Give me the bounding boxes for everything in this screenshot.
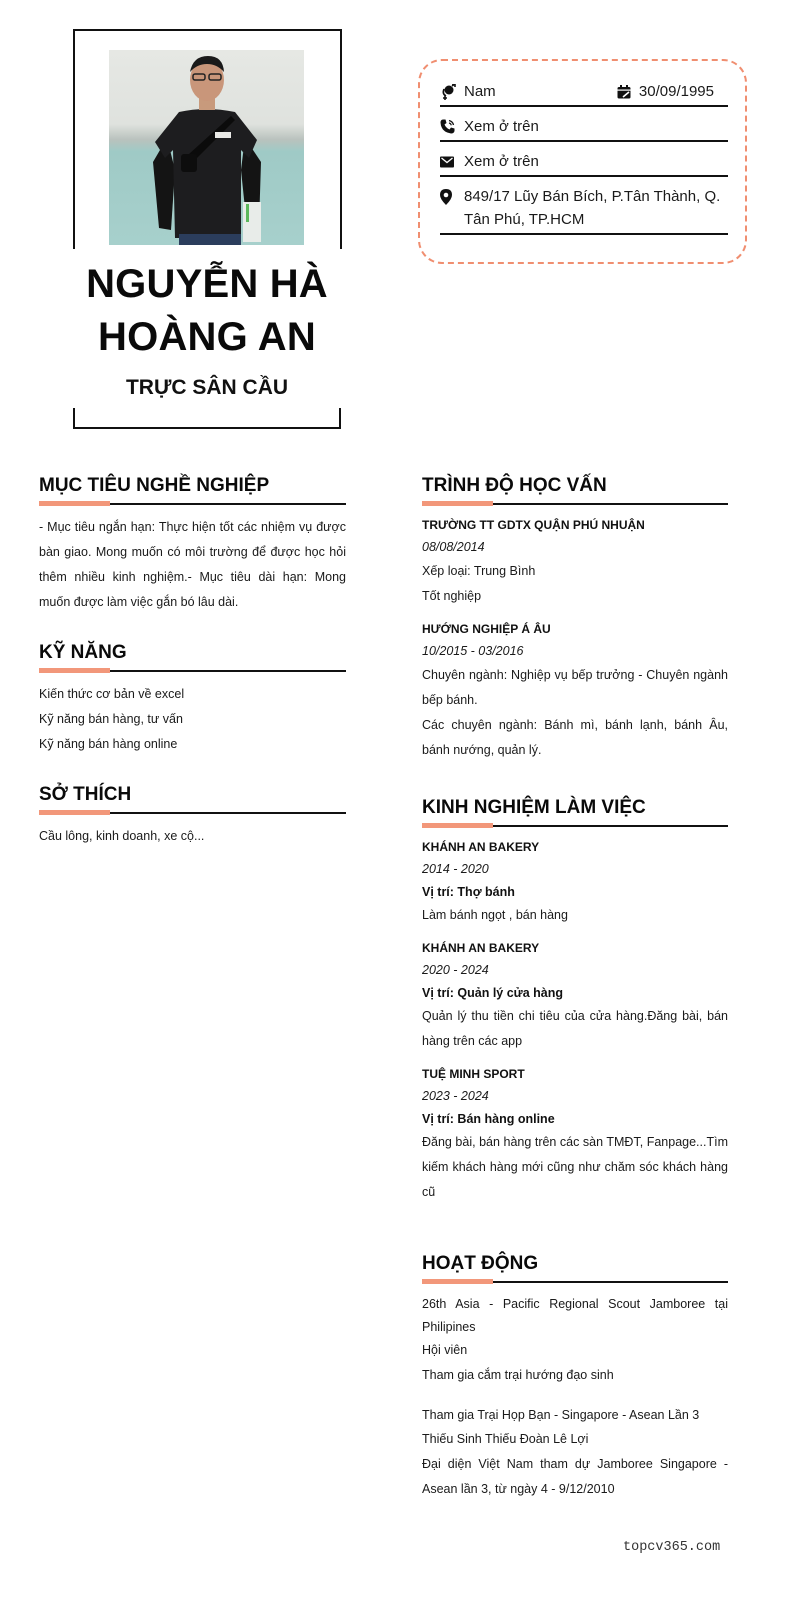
experience-role: Vị trí: Quản lý cửa hàng: [422, 986, 564, 1000]
experience-date: 2023 - 2024: [422, 1089, 489, 1103]
activity-line: Thiếu Sinh Thiếu Đoàn Lê Lợi: [422, 1431, 589, 1446]
experience-description: Làm bánh ngọt , bán hàng: [422, 908, 568, 922]
watermark: topcv365.com: [623, 1540, 721, 1555]
education-date: 08/08/2014: [422, 540, 485, 554]
company-name: KHÁNH AN BAKERY: [422, 941, 540, 955]
section-education: [422, 474, 728, 773]
section-divider: [39, 670, 346, 672]
phone-value: Xem ở trên: [464, 118, 539, 135]
experience-date: 2014 - 2020: [422, 862, 489, 876]
experience-description: Quản lý thu tiền chi tiêu của cửa hàng.Đăng bài, bán hàng trên các app: [422, 1009, 728, 1048]
objective-text: - Mục tiêu ngắn hạn: Thực hiện tốt các nhiệm vụ được bàn giao. Mong muốn có môi trường để được học hỏi thêm nhiều kinh nghiệm.- Mục tiêu dài hạn: Mong muốn được làm việc gắn bó lâu dài.: [39, 520, 346, 609]
person-silhouette-icon: [109, 50, 304, 245]
address-value: 849/17 Lũy Bán Bích, P.Tân Thành, Q. Tân Phú, TP.HCM: [464, 188, 721, 228]
experience-entry: [422, 938, 728, 1054]
section-title-activities: HOẠT ĐỘNG: [422, 1253, 539, 1274]
contact-birthday: [617, 80, 714, 103]
education-detail: Xếp loại: Trung Bình: [422, 564, 536, 578]
education-detail: Tốt nghiệp: [422, 589, 482, 603]
phone-icon: [440, 115, 464, 138]
experience-description: Đăng bài, bán hàng trên các sàn TMĐT, Fanpage...Tìm kiếm khách hàng mới cũng như chăm sóc khách hàng cũ: [422, 1135, 728, 1199]
section-experience: [422, 796, 728, 1215]
experience-role: Vị trí: Bán hàng online: [422, 1112, 555, 1126]
section-title-education: TRÌNH ĐỘ HỌC VẤN: [422, 475, 607, 496]
activity-group: [422, 1293, 728, 1388]
map-pin-icon: [440, 185, 464, 208]
divider-accent: [39, 668, 110, 673]
contact-gender-row: [440, 80, 728, 107]
education-entry: [422, 619, 728, 763]
activity-line: Tham gia Trại Họp Bạn - Singapore - Asean Lần 3: [422, 1408, 700, 1422]
divider-accent: [422, 823, 493, 828]
education-detail: Chuyên ngành: Nghiệp vụ bếp trưởng - Chuyên ngành bếp bánh.: [422, 668, 728, 707]
divider-accent: [39, 501, 110, 506]
experience-date: 2020 - 2024: [422, 963, 489, 977]
skill-item: Kiến thức cơ bản về excel: [39, 687, 185, 701]
section-skills: [39, 641, 346, 757]
contact-phone-row: [440, 115, 728, 142]
activity-line: Đại diện Việt Nam tham dự Jamboree Singapore - Asean lần 3, từ ngày 4 - 9/12/2010: [422, 1456, 728, 1496]
activity-line: 26th Asia - Pacific Regional Scout Jamboree tại Philipines: [422, 1297, 728, 1334]
section-divider: [422, 825, 728, 827]
activity-line: Tham gia cắm trại hướng đạo sinh: [422, 1368, 614, 1382]
experience-entry: [422, 1064, 728, 1205]
hobbies-text: Cầu lông, kinh doanh, xe cộ...: [39, 829, 205, 843]
skill-item: Kỹ năng bán hàng online: [39, 737, 178, 751]
activity-group: [422, 1404, 728, 1502]
gender-value: Nam: [464, 83, 496, 100]
experience-entry: [422, 837, 728, 928]
section-divider: [422, 1281, 728, 1283]
job-title: TRỰC SÂN CẦU: [125, 376, 289, 399]
birthday-value: 30/09/1995: [638, 83, 714, 100]
skill-item: Kỹ năng bán hàng, tư vấn: [39, 712, 183, 726]
divider-accent: [422, 1279, 493, 1284]
divider-accent: [39, 810, 110, 815]
divider-accent: [422, 501, 493, 506]
company-name: TUỆ MINH SPORT: [422, 1067, 525, 1081]
contact-address-row: [440, 185, 728, 235]
activity-spacer: [422, 1388, 728, 1404]
section-title-hobbies: SỞ THÍCH: [39, 784, 132, 805]
school-name: TRƯỜNG TT GDTX QUẬN PHÚ NHUẬN: [422, 518, 645, 532]
gender-icon: [440, 80, 464, 103]
contact-email-row: [440, 150, 728, 177]
section-divider: [422, 503, 728, 505]
activity-line: Hội viên: [422, 1343, 468, 1357]
contact-box: [418, 59, 747, 264]
section-title-experience: KINH NGHIỆM LÀM VIỆC: [422, 797, 646, 818]
profile-photo: [109, 50, 304, 245]
candidate-name: NGUYỄN HÀ HOÀNG AN: [86, 262, 328, 359]
section-title-objective: MỤC TIÊU NGHỀ NGHIỆP: [39, 475, 270, 496]
section-activities: [422, 1252, 728, 1502]
section-title-skills: KỸ NĂNG: [39, 642, 127, 663]
envelope-icon: [440, 150, 464, 173]
section-objective: [39, 474, 346, 615]
calendar-icon: [617, 80, 639, 103]
section-hobbies: [39, 783, 346, 849]
education-detail: Các chuyên ngành: Bánh mì, bánh lạnh, bánh Âu, bánh nướng, quản lý.: [422, 718, 728, 757]
email-value: Xem ở trên: [464, 153, 539, 170]
company-name: KHÁNH AN BAKERY: [422, 840, 540, 854]
section-divider: [39, 812, 346, 814]
school-name: HƯỚNG NGHIỆP Á ÂU: [422, 622, 551, 636]
education-entry: [422, 515, 728, 609]
experience-role: Vị trí: Thợ bánh: [422, 885, 515, 899]
header-frame-bottom: [73, 408, 341, 429]
section-divider: [39, 503, 346, 505]
education-date: 10/2015 - 03/2016: [422, 644, 524, 658]
